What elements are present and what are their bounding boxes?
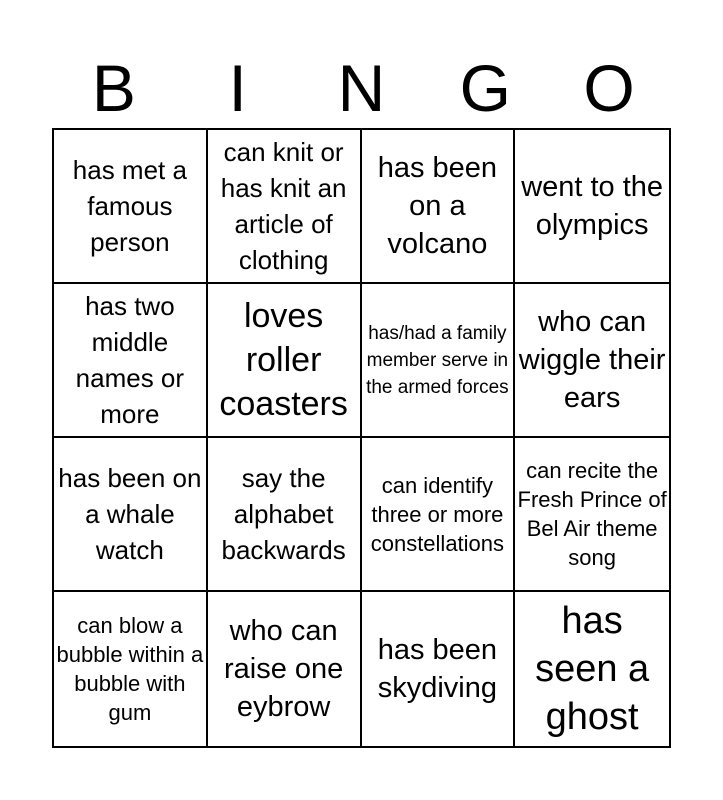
bingo-cell-text: can knit or has knit an article of clothing	[220, 137, 347, 275]
bingo-cell-text: can recite the Fresh Prince of Bel Air theme song	[517, 458, 667, 570]
bingo-cell-text: has been on a volcano	[377, 152, 498, 260]
header-letter-b: B	[91, 51, 136, 125]
bingo-cell-text: who can wiggle their ears	[518, 306, 666, 414]
bingo-cell[interactable]	[515, 592, 669, 746]
bingo-cell-text: can identify three or more constellations	[370, 472, 505, 556]
header-letter-g: G	[459, 51, 511, 125]
bingo-cell[interactable]	[515, 438, 669, 592]
bingo-cell[interactable]	[208, 130, 362, 284]
bingo-cell[interactable]	[515, 284, 669, 438]
bingo-cell-text: went to the olympics	[521, 171, 664, 241]
bingo-cell[interactable]	[54, 284, 208, 438]
bingo-cell-text: has been skydiving	[377, 634, 498, 704]
bingo-cell-text: has/had a family member serve in the armed forces	[366, 322, 509, 398]
header-letter-n: N	[337, 51, 386, 125]
bingo-cell[interactable]	[362, 284, 516, 438]
bingo-cell-text: say the alphabet backwards	[221, 463, 346, 565]
bingo-cell[interactable]	[54, 438, 208, 592]
bingo-board	[52, 128, 671, 748]
bingo-cell-text: has two middle names or more	[75, 291, 185, 429]
bingo-cell[interactable]	[208, 592, 362, 746]
bingo-cell-text: loves roller coasters	[219, 297, 348, 423]
bingo-cell-text: has been on a whale watch	[58, 463, 202, 565]
bingo-cell[interactable]	[54, 592, 208, 746]
bingo-cell[interactable]	[362, 438, 516, 592]
bingo-cell[interactable]	[515, 130, 669, 284]
bingo-cell-text: can blow a bubble within a bubble with gum	[56, 613, 204, 725]
bingo-cell[interactable]	[54, 130, 208, 284]
header-letter-i: I	[228, 51, 247, 125]
bingo-cell-text: has met a famous person	[72, 155, 187, 257]
bingo-cell[interactable]	[362, 130, 516, 284]
bingo-cell-text: who can raise one eybrow	[223, 615, 344, 723]
header-letter-o: O	[583, 51, 635, 125]
bingo-cell[interactable]	[208, 284, 362, 438]
bingo-cell[interactable]	[208, 438, 362, 592]
bingo-header	[52, 48, 671, 128]
bingo-cell[interactable]	[362, 592, 516, 746]
bingo-cell-text: has seen a ghost	[535, 600, 650, 738]
